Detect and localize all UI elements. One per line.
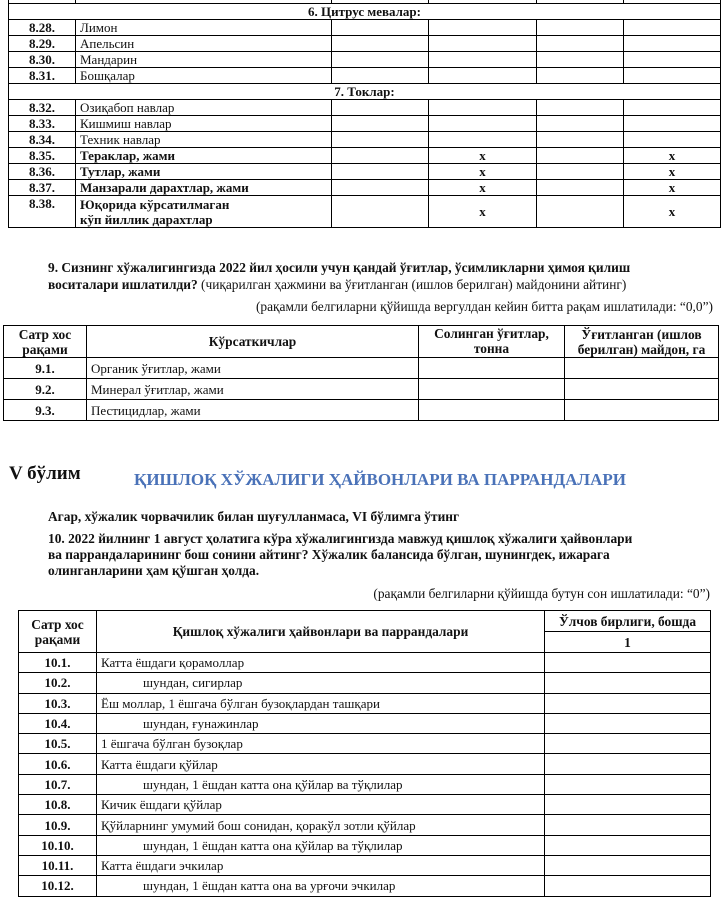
header-line: тонна	[473, 341, 510, 356]
head-count-input[interactable]	[545, 693, 711, 713]
input-cell[interactable]	[429, 68, 537, 84]
head-count-input[interactable]	[545, 835, 711, 855]
header-line: Сатр хос	[31, 616, 84, 632]
header-line: рақами	[22, 341, 68, 357]
table-row	[9, 196, 721, 228]
na-mark: x	[429, 148, 537, 164]
row-code: 10.6.	[19, 754, 97, 774]
table-row	[19, 693, 711, 713]
section-row-grapes	[9, 84, 721, 100]
input-cell[interactable]	[537, 20, 624, 36]
row-label: шундан, 1 ёшдан катта она қўйлар ва тўқлилар	[97, 835, 545, 855]
table-row	[9, 132, 721, 148]
row-label: Кишмиш навлар	[76, 116, 332, 132]
table-row	[9, 68, 721, 84]
row-code: 10.9.	[19, 815, 97, 835]
row-label: Пестицидлар, жами	[87, 400, 419, 421]
tons-input[interactable]	[419, 358, 565, 379]
input-cell[interactable]	[537, 100, 624, 116]
header-area	[565, 326, 719, 358]
table-row	[9, 180, 721, 196]
table-row	[9, 164, 721, 180]
row-code: 10.11.	[19, 855, 97, 875]
row-label: Қўйларнинг умумий бош сонидан, қоракўл зотли қўйлар	[97, 815, 545, 835]
row-code: 9.2.	[4, 379, 87, 400]
header-unit: Ўлчов бирлиги, бошда	[545, 611, 711, 632]
row-code: 10.4.	[19, 713, 97, 733]
tons-input[interactable]	[419, 400, 565, 421]
table-row	[19, 713, 711, 733]
area-input[interactable]	[565, 358, 719, 379]
input-cell[interactable]	[624, 116, 721, 132]
table-row	[9, 116, 721, 132]
row-code: 8.37.	[9, 180, 76, 196]
row-label: Катта ёшдаги эчкилар	[97, 855, 545, 875]
input-cell[interactable]	[537, 196, 624, 228]
row-code: 8.36.	[9, 164, 76, 180]
row-code: 8.29.	[9, 36, 76, 52]
table-row	[9, 36, 721, 52]
header-code	[4, 326, 87, 358]
header-line: Сатр хос	[18, 326, 72, 342]
row-code: 10.3.	[19, 693, 97, 713]
question-9-line2	[48, 276, 626, 293]
row-code: 8.33.	[9, 116, 76, 132]
input-cell[interactable]	[332, 100, 429, 116]
row-label: Катта ёшдаги қўйлар	[97, 754, 545, 774]
head-count-input[interactable]	[545, 876, 711, 896]
row-label	[76, 196, 332, 228]
question-10-note: (рақамли белгиларни қўйишда бутун сон ишлатилади: “0”)	[373, 586, 710, 601]
input-cell[interactable]	[429, 100, 537, 116]
question-9-line1: 9. Сизнинг хўжалигингизда 2022 йил ҳосили учун қандай ўғитлар, ўсимликларни ҳимоя қилиш	[48, 260, 631, 275]
input-cell[interactable]	[624, 68, 721, 84]
input-cell[interactable]	[537, 36, 624, 52]
row-label: Тераклар, жами	[76, 148, 332, 164]
input-cell[interactable]	[624, 52, 721, 68]
tons-input[interactable]	[419, 379, 565, 400]
header-indicators: Кўрсаткичлар	[87, 326, 419, 358]
section-title: ҚИШЛОҚ ХЎЖАЛИГИ ҲАЙВОНЛАРИ ВА ПАРРАНДАЛАРИ	[134, 470, 626, 489]
table-row	[19, 774, 711, 794]
table-row	[19, 815, 711, 835]
row-label: Органик ўғитлар, жами	[87, 358, 419, 379]
row-code: 10.7.	[19, 774, 97, 794]
row-label: шундан, 1 ёшдан катта она ва урғочи эчкилар	[97, 876, 545, 896]
table-row	[19, 855, 711, 875]
input-cell[interactable]	[624, 100, 721, 116]
row-label-line: кўп йиллик дарахтлар	[80, 211, 213, 227]
input-cell[interactable]	[429, 52, 537, 68]
table-row	[9, 52, 721, 68]
section-title: 6. Цитрус мевалар:	[9, 4, 721, 20]
input-cell[interactable]	[332, 148, 429, 164]
head-count-input[interactable]	[545, 855, 711, 875]
question-9-note: (рақамли белгиларни қўйишда вергулдан кейин битта рақам ишлатилади: “0,0”)	[255, 299, 713, 314]
header-line: берилган) майдон, га	[577, 341, 706, 357]
row-code: 10.10.	[19, 835, 97, 855]
row-code: 8.35.	[9, 148, 76, 164]
row-code: 10.8.	[19, 795, 97, 815]
area-input[interactable]	[565, 379, 719, 400]
table-row	[19, 653, 711, 673]
head-count-input[interactable]	[545, 653, 711, 673]
input-cell[interactable]	[429, 20, 537, 36]
row-label: шундан, сигирлар	[97, 673, 545, 693]
input-cell[interactable]	[332, 36, 429, 52]
head-count-input[interactable]	[545, 713, 711, 733]
table-row	[9, 148, 721, 164]
input-cell[interactable]	[332, 132, 429, 148]
row-code: 9.3.	[4, 400, 87, 421]
header-line: рақами	[34, 631, 81, 647]
input-cell[interactable]	[624, 132, 721, 148]
row-code: 8.31.	[9, 68, 76, 84]
row-code: 8.34.	[9, 132, 76, 148]
question-10-line3: олинганларини ҳам қўшган ҳолда.	[48, 563, 260, 578]
skip-instruction: Агар, хўжалик чорвачилик билан шуғулланмаса, VI бўлимга ўтинг	[48, 509, 460, 524]
input-cell[interactable]	[332, 68, 429, 84]
input-cell[interactable]	[332, 116, 429, 132]
header-name: Қишлоқ хўжалиги ҳайвонлари ва паррандалари	[97, 611, 545, 653]
row-label: Кичик ёшдаги қўйлар	[97, 795, 545, 815]
head-count-input[interactable]	[545, 815, 711, 835]
na-mark: x	[429, 164, 537, 180]
head-count-input[interactable]	[545, 673, 711, 693]
head-count-input[interactable]	[545, 774, 711, 794]
table-row	[9, 100, 721, 116]
head-count-input[interactable]	[545, 734, 711, 754]
table-8-perennials	[8, 0, 721, 228]
na-mark: x	[624, 196, 721, 228]
input-cell[interactable]	[537, 164, 624, 180]
row-code: 8.30.	[9, 52, 76, 68]
na-mark: x	[624, 164, 721, 180]
table-row	[19, 673, 711, 693]
row-label: Бошқалар	[76, 68, 332, 84]
header-column-number: 1	[545, 632, 711, 653]
row-label-line: Юқорида кўрсатилмаган	[80, 196, 230, 212]
na-mark: x	[624, 180, 721, 196]
row-label: Ёш моллар, 1 ёшгача бўлган бузоқлардан ташқари	[97, 693, 545, 713]
row-label: Минерал ўғитлар, жами	[87, 379, 419, 400]
row-label: Апельсин	[76, 36, 332, 52]
table-row	[19, 795, 711, 815]
row-code: 8.28.	[9, 20, 76, 36]
input-cell[interactable]	[537, 148, 624, 164]
area-input[interactable]	[565, 400, 719, 421]
row-label: Тутлар, жами	[76, 164, 332, 180]
row-label: Техник навлар	[76, 132, 332, 148]
na-mark: x	[624, 148, 721, 164]
input-cell[interactable]	[537, 52, 624, 68]
section-row-citrus	[9, 4, 721, 20]
table-row	[9, 20, 721, 36]
row-label: 1 ёшгача бўлган бузоқлар	[97, 734, 545, 754]
na-mark: x	[429, 196, 537, 228]
row-label: Мандарин	[76, 52, 332, 68]
table-header-row	[19, 611, 711, 632]
input-cell[interactable]	[537, 116, 624, 132]
section-label: V бўлим	[9, 463, 81, 484]
header-tons	[419, 326, 565, 358]
row-code: 8.32.	[9, 100, 76, 116]
table-10-livestock	[18, 610, 711, 897]
row-label: шундан, ғунажинлар	[97, 713, 545, 733]
question-10-line2: ва паррандаларининг бош сонини айтинг? Хўжалик балансида бўлган, шунингдек, ижарага	[48, 547, 610, 562]
row-code: 10.12.	[19, 876, 97, 896]
input-cell[interactable]	[624, 36, 721, 52]
row-label: Озиқабоп навлар	[76, 100, 332, 116]
input-cell[interactable]	[429, 116, 537, 132]
input-cell[interactable]	[332, 20, 429, 36]
table-header-row	[4, 326, 719, 358]
table-row	[4, 358, 719, 379]
table-row	[19, 876, 711, 896]
question-9-instruction: (чиқарилган ҳажмини ва ўғитланган (ишлов берилган) майдонини айтинг)	[201, 277, 627, 292]
row-code: 10.5.	[19, 734, 97, 754]
input-cell[interactable]	[429, 36, 537, 52]
na-mark: x	[429, 180, 537, 196]
input-cell[interactable]	[537, 132, 624, 148]
head-count-input[interactable]	[545, 795, 711, 815]
input-cell[interactable]	[429, 132, 537, 148]
table-row	[19, 734, 711, 754]
row-code: 8.38.	[9, 196, 76, 228]
row-label: Лимон	[76, 20, 332, 36]
row-label: Катта ёшдаги қорамоллар	[97, 653, 545, 673]
input-cell[interactable]	[537, 68, 624, 84]
header-line: Ўғитланган (ишлов	[581, 326, 702, 342]
question-10-line1: 10. 2022 йилнинг 1 август ҳолатига кўра хўжалигингизда мавжуд қишлоқ хўжалиги ҳайвонлари	[48, 531, 633, 546]
section-title: 7. Токлар:	[9, 84, 721, 100]
head-count-input[interactable]	[545, 754, 711, 774]
table-row	[4, 379, 719, 400]
table-row	[4, 400, 719, 421]
input-cell[interactable]	[332, 164, 429, 180]
row-code: 9.1.	[4, 358, 87, 379]
table-row	[19, 835, 711, 855]
header-code	[19, 611, 97, 653]
row-label: Манзарали дарахтлар, жами	[76, 180, 332, 196]
input-cell[interactable]	[332, 180, 429, 196]
input-cell[interactable]	[624, 20, 721, 36]
question-9-bold: воситалари ишлатилди?	[48, 277, 198, 292]
row-label: шундан, 1 ёшдан катта она қўйлар ва тўқлилар	[97, 774, 545, 794]
row-code: 10.1.	[19, 653, 97, 673]
input-cell[interactable]	[332, 52, 429, 68]
table-9-fertilizers	[3, 325, 719, 421]
row-code: 10.2.	[19, 673, 97, 693]
input-cell[interactable]	[332, 196, 429, 228]
header-line: Солинган ўғитлар,	[434, 326, 549, 341]
input-cell[interactable]	[537, 180, 624, 196]
table-row	[19, 754, 711, 774]
